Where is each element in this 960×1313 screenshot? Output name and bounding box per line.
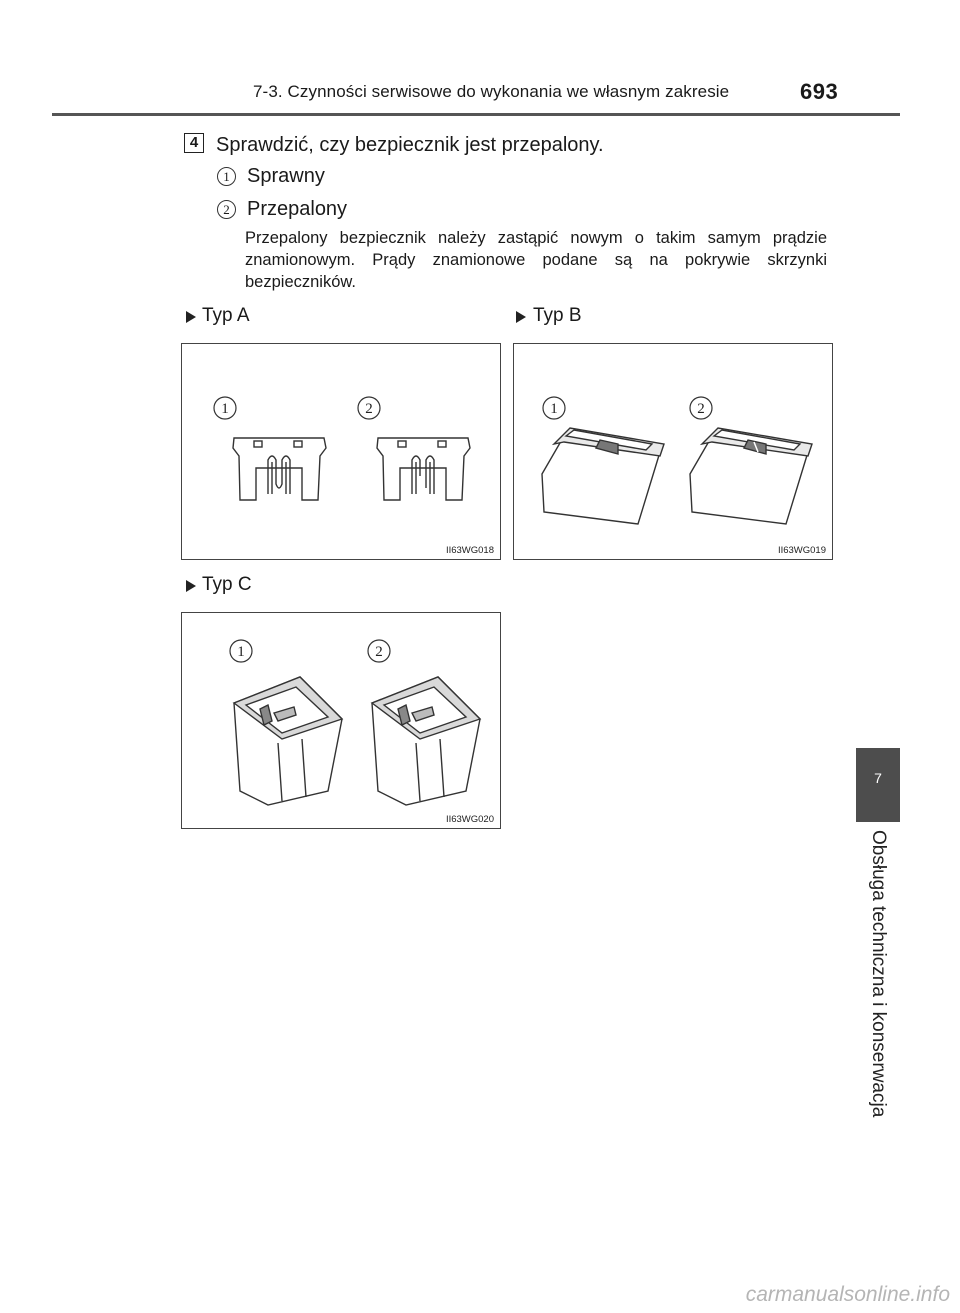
item-label-ok: Sprawny [247,165,325,187]
item-marker-2: 2 [217,200,236,219]
figure-code-b: II63WG019 [777,545,826,556]
figure-typ-b [513,343,833,560]
figure-title-typ-b: Typ B [533,305,582,326]
figure-c-label-2: 2 [375,644,383,660]
fuse-type-a-illustration [182,344,502,561]
triangle-bullet-icon [186,311,196,323]
page-number: 693 [800,79,839,104]
body-paragraph-text: Przepalony bezpiecznik należy zastąpić nowym o takim samym prądzie znamionowym. Prądy znamionowe podane są na pokrywie skrzynki bezpieczników. [245,229,827,291]
figure-typ-c [181,612,501,829]
triangle-bullet-icon [186,580,196,592]
figure-b-label-2: 2 [697,401,705,417]
header-rule [52,113,900,116]
callout-markers [214,397,380,419]
figure-a-label-1: 1 [221,401,229,417]
item-label-blown: Przepalony [247,198,348,220]
fuse-type-c-illustration [182,613,502,830]
figure-title-typ-c: Typ C [202,574,252,595]
triangle-bullet-icon [516,311,526,323]
figure-code-a: II63WG018 [445,545,494,556]
item-marker-1: 1 [217,167,236,186]
figure-title-typ-a: Typ A [202,305,250,326]
figure-a-label-2: 2 [365,401,373,417]
chapter-title-vertical: Obsługa techniczna i konserwacja [868,830,889,1118]
figure-code-c: II63WG020 [445,814,494,825]
footer-watermark: carmanualsonline.info [745,1283,950,1306]
figure-typ-a [181,343,501,560]
fuse-type-b-illustration [514,344,834,561]
figure-b-label-1: 1 [550,401,558,417]
body-paragraph [245,227,827,293]
figure-c-label-1: 1 [237,644,245,660]
step-number-box: 4 [184,133,204,153]
chapter-number: 7 [874,770,882,786]
step-instruction: Sprawdzić, czy bezpiecznik jest przepalony. [216,134,604,156]
running-header-title: 7-3. Czynności serwisowe do wykonania we własnym zakresie [253,82,730,101]
